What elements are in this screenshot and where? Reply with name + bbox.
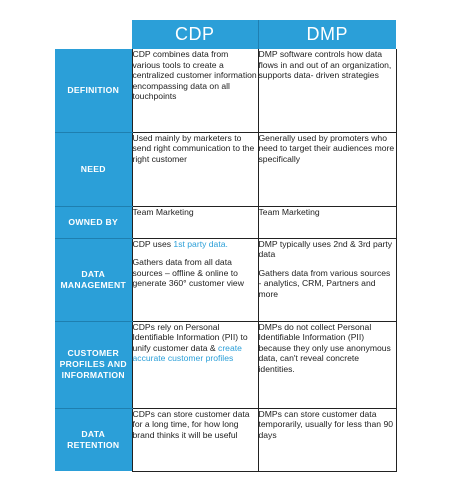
dmp-definition-cell: DMP software controls how data flows in and out of an organization, supports data- driven strategies (258, 49, 396, 132)
cdp-need-cell: Used mainly by marketers to send right communication to the right customer (132, 132, 258, 206)
cdp-data-retention-cell: CDPs can store customer data for a long time, for how long brand thinks it will be useful (132, 408, 258, 471)
header-row (55, 20, 396, 49)
dmp-data-management-cell (258, 238, 396, 321)
cdp-customer-profiles-text: CDPs rely on Personal Identifiable Information (PII) to unify customer data & (132, 321, 248, 353)
row-label-customer-profiles: CUSTOMER PROFILES AND INFORMATION (55, 321, 132, 408)
table-row (55, 238, 396, 321)
row-label-data-management: DATA MANAGEMENT (55, 238, 132, 321)
dmp-data-management-text: DMP typically uses 2nd & 3rd party data (258, 238, 393, 259)
table-row (55, 132, 396, 206)
dmp-need-cell: Generally used by promoters who need to target their audiences more specifically (258, 132, 396, 206)
cdp-column-header: CDP (132, 20, 258, 49)
dmp-column-header: DMP (258, 20, 396, 49)
dmp-data-management-detail: Gathers data from various sources - analytics, CRM, Partners and more (258, 267, 391, 299)
table-row (55, 49, 396, 132)
customer-profiles-link[interactable]: create accurate customer profiles (132, 342, 242, 363)
cdp-data-management-text: CDP uses (132, 238, 174, 249)
first-party-data-link[interactable]: 1st party data. (173, 238, 228, 249)
row-label-data-retention: DATA RETENTION (55, 408, 132, 471)
cdp-data-management-cell (132, 238, 258, 321)
dmp-owned-by-cell: Team Marketing (258, 206, 396, 238)
corner-cell (55, 20, 132, 49)
comparison-table (55, 20, 397, 472)
row-label-owned-by: OWNED BY (55, 206, 132, 238)
row-label-definition: DEFINITION (55, 49, 132, 132)
table-row (55, 206, 396, 238)
dmp-customer-profiles-cell: DMPs do not collect Personal Identifiable Information (PII) because they only use anonymous data, can't reveal concrete identities. (258, 321, 396, 408)
table-row (55, 321, 396, 408)
cdp-owned-by-cell: Team Marketing (132, 206, 258, 238)
dmp-data-retention-cell: DMPs can store customer data temporarily, usually for less than 90 days (258, 408, 396, 471)
cdp-definition-cell: CDP combines data from various tools to create a centralized customer information encompassing data on all touchpoints (132, 49, 258, 132)
cdp-data-management-detail: Gathers data from all data sources – offline & online to generate 360° customer view (132, 257, 244, 288)
row-label-need: NEED (55, 132, 132, 206)
table-row (55, 408, 396, 471)
cdp-customer-profiles-cell (132, 321, 258, 408)
